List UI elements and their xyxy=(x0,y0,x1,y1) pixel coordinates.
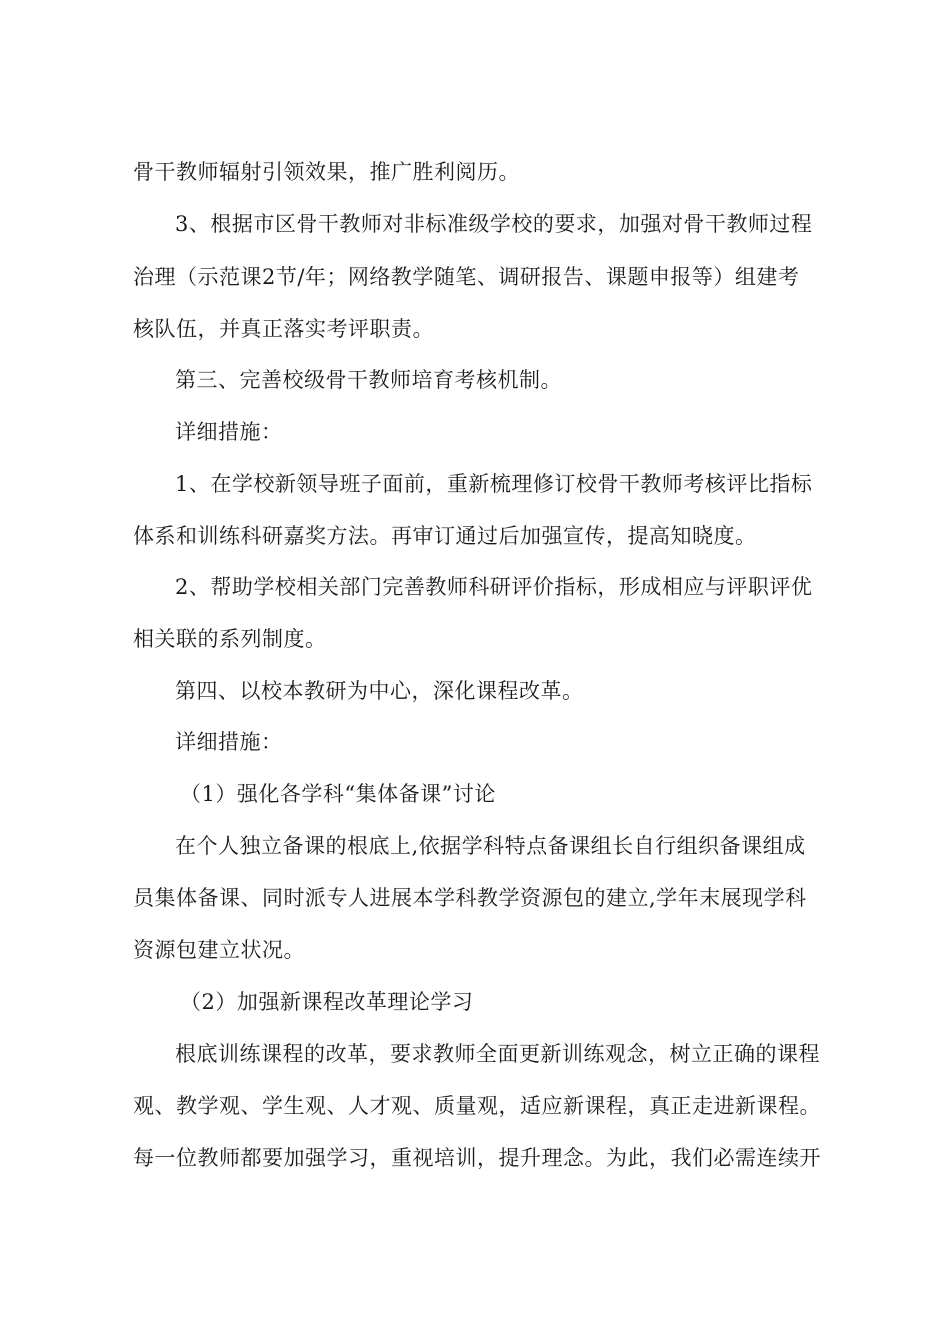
text-line: 骨干教师辐射引领效果，推广胜利阅历。 xyxy=(133,160,520,184)
text-line: 详细措施： xyxy=(175,730,283,754)
text-line: 治理（示范课2节/年；网络教学随笔、调研报告、课题申报等）组建考 xyxy=(133,265,800,289)
subsection-heading: （1）强化各学科“集体备课”讨论 xyxy=(180,782,496,806)
text-line: 2、帮助学校相关部门完善教师科研评价指标，形成相应与评职评优 xyxy=(175,575,813,599)
text-line: 每一位教师都要加强学习，重视培训，提升理念。为此，我们必需连续开 xyxy=(133,1146,821,1170)
section-heading: 第四、以校本教研为中心，深化课程改革。 xyxy=(175,679,584,703)
text-line: 观、教学观、学生观、人才观、质量观，适应新课程，真正走进新课程。 xyxy=(133,1094,821,1118)
text-line: 在个人独立备课的根底上,依据学科特点备课组长自行组织备课组成 xyxy=(175,834,806,858)
text-line: 相关联的系列制度。 xyxy=(133,627,327,651)
text-line: 1、在学校新领导班子面前，重新梳理修订校骨干教师考核评比指标 xyxy=(175,472,813,496)
text-line: 体系和训练科研嘉奖方法。再审订通过后加强宣传，提高知晓度。 xyxy=(133,524,757,548)
text-line: 资源包建立状况。 xyxy=(133,938,305,962)
text-line: 详细措施： xyxy=(175,420,283,444)
text-line: 根底训练课程的改革，要求教师全面更新训练观念，树立正确的课程 xyxy=(175,1042,820,1066)
subsection-heading: （2）加强新课程改革理论学习 xyxy=(180,990,474,1014)
text-line: 3、根据市区骨干教师对非标准级学校的要求，加强对骨干教师过程 xyxy=(175,212,813,236)
section-heading: 第三、完善校级骨干教师培育考核机制。 xyxy=(175,368,562,392)
text-line: 员集体备课、同时派专人进展本学科教学资源包的建立,学年末展现学科 xyxy=(133,886,807,910)
text-line: 核队伍，并真正落实考评职责。 xyxy=(133,317,434,341)
